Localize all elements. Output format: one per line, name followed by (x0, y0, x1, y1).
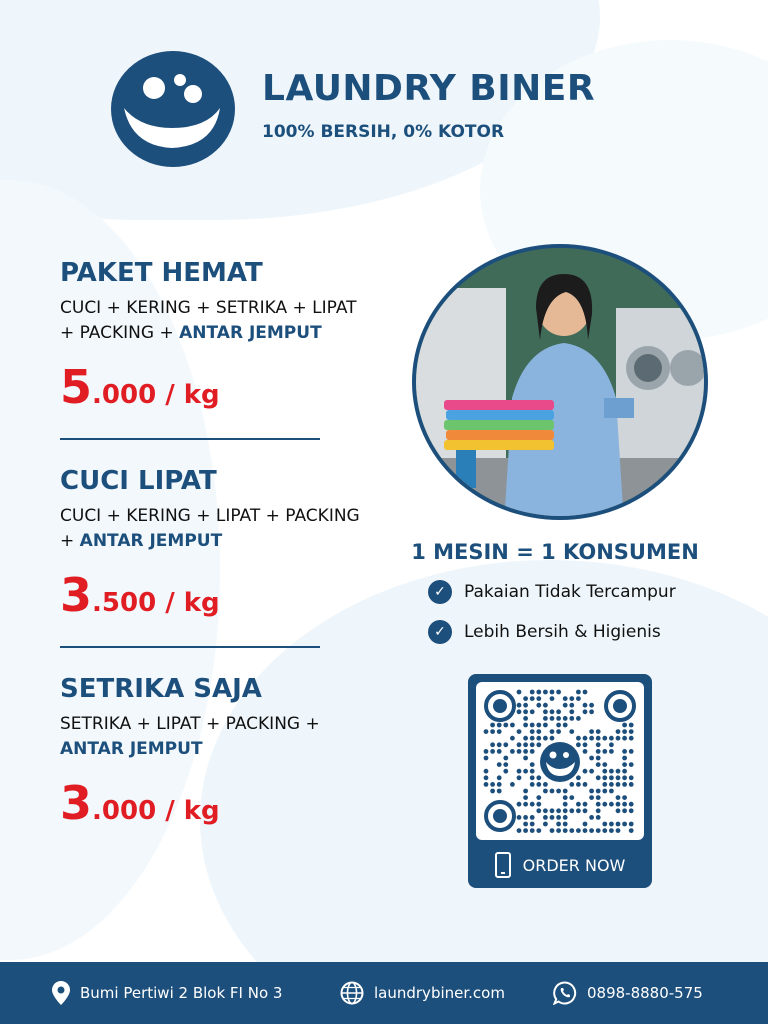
qr-dot (530, 775, 535, 780)
qr-dot (484, 756, 489, 761)
qr-dot (583, 749, 588, 754)
qr-dot (543, 822, 548, 827)
footer (0, 962, 768, 1024)
qr-dot (523, 822, 528, 827)
qr-dot (576, 775, 581, 780)
qr-dot (569, 716, 574, 721)
qr-dot (563, 789, 568, 794)
qr-dot (629, 736, 634, 741)
qr-dot (596, 828, 601, 833)
feature-label: Pakaian Tidak Tercampur (464, 582, 676, 602)
qr-dot (583, 742, 588, 747)
price-minor: .500 / kg (92, 588, 220, 618)
qr-dot (622, 775, 627, 780)
qr-dot (569, 729, 574, 734)
qr-dot (563, 815, 568, 820)
qr-dot (517, 729, 522, 734)
qr-dot (629, 802, 634, 807)
qr-dot (550, 696, 555, 701)
qr-dot (523, 749, 528, 754)
qr-dot (517, 775, 522, 780)
qr-dot (563, 703, 568, 708)
whatsapp-icon (553, 981, 577, 1005)
qr-dot (602, 736, 607, 741)
qr-dot (563, 716, 568, 721)
qr-dot (622, 795, 627, 800)
qr-dot (490, 742, 495, 747)
feature-item (428, 580, 720, 604)
promo-title: 1 MESIN = 1 KONSUMEN (411, 540, 699, 564)
qr-dot (556, 729, 561, 734)
qr-dot (490, 789, 495, 794)
qr-dot (543, 789, 548, 794)
qr-dot (583, 709, 588, 714)
qr-dot (583, 822, 588, 827)
smiley-logo-icon (110, 50, 236, 168)
qr-dot (563, 696, 568, 701)
price-major: 3 (60, 776, 93, 830)
qr-dot (629, 749, 634, 754)
order-now-button[interactable] (468, 842, 652, 888)
package-description-highlight: ANTAR JEMPUT (179, 323, 322, 343)
phone-icon (495, 852, 511, 878)
qr-dot (484, 749, 489, 754)
order-now-label: ORDER NOW (522, 855, 626, 875)
qr-dot (563, 723, 568, 728)
qr-dot (576, 690, 581, 695)
qr-dot (622, 762, 627, 767)
location-pin-icon (52, 981, 70, 1005)
qr-dot (523, 802, 528, 807)
qr-dot (536, 696, 541, 701)
qr-dot (523, 696, 528, 701)
qr-dot (517, 815, 522, 820)
qr-dot (622, 769, 627, 774)
qr-dot (616, 828, 621, 833)
qr-dot (543, 808, 548, 813)
qr-dot (563, 802, 568, 807)
qr-dot (484, 782, 489, 787)
qr-dot (543, 736, 548, 741)
qr-dot (609, 822, 614, 827)
footer-phone[interactable] (553, 981, 703, 1005)
qr-dot (569, 828, 574, 833)
qr-dot (503, 723, 508, 728)
qr-finder-center (613, 699, 627, 713)
package-title: PAKET HEMAT (60, 258, 263, 288)
qr-dot (616, 802, 621, 807)
qr-dot (517, 828, 522, 833)
qr-dot (536, 795, 541, 800)
qr-dot (589, 828, 594, 833)
qr-dot (530, 729, 535, 734)
qr-dot (517, 690, 522, 695)
qr-dot (523, 736, 528, 741)
qr-dot (530, 822, 535, 827)
qr-dot (589, 789, 594, 794)
qr-dot (550, 736, 555, 741)
qr-dot (530, 815, 535, 820)
globe-icon (340, 981, 364, 1005)
qr-dot (622, 736, 627, 741)
package-description-text: SETRIKA + LIPAT + PACKING + (60, 714, 320, 734)
qr-smiley-eye (563, 752, 569, 758)
check-icon: ✓ (428, 620, 452, 644)
qr-dot (550, 729, 555, 734)
qr-dot (629, 808, 634, 813)
qr-dot (616, 769, 621, 774)
qr-dot (589, 729, 594, 734)
qr-dot (536, 690, 541, 695)
package-price (60, 360, 380, 414)
package-paket-hemat (60, 258, 380, 414)
qr-dot (596, 789, 601, 794)
qr-dot (596, 802, 601, 807)
package-setrika-saja (60, 674, 380, 830)
qr-dot (616, 782, 621, 787)
qr-dot (629, 723, 634, 728)
qr-dot (576, 808, 581, 813)
qr-dot (523, 703, 528, 708)
qr-finder-center (493, 699, 507, 713)
qr-dot (589, 769, 594, 774)
qr-dot (536, 723, 541, 728)
qr-dot (569, 808, 574, 813)
qr-dot (517, 703, 522, 708)
qr-dot (596, 749, 601, 754)
price-major: 5 (60, 360, 93, 414)
qr-dot (530, 762, 535, 767)
divider (60, 646, 320, 648)
qr-dot (556, 716, 561, 721)
qr-dot (556, 822, 561, 827)
qr-dot (609, 769, 614, 774)
qr-finder-center (493, 809, 507, 823)
qr-dot (596, 762, 601, 767)
qr-dot (536, 775, 541, 780)
qr-dot (556, 690, 561, 695)
price-minor: .000 / kg (92, 380, 220, 410)
qr-dot (563, 822, 568, 827)
qr-dot (543, 690, 548, 695)
qr-dot (583, 703, 588, 708)
qr-dot (589, 756, 594, 761)
price-major: 3 (60, 568, 93, 622)
qr-dot (583, 782, 588, 787)
qr-dot (596, 742, 601, 747)
qr-dot (589, 815, 594, 820)
qr-dot (596, 736, 601, 741)
qr-dot (497, 775, 502, 780)
qr-dot (484, 775, 489, 780)
qr-dot (543, 815, 548, 820)
qr-dot (530, 828, 535, 833)
qr-dot (576, 696, 581, 701)
qr-dot (576, 828, 581, 833)
qr-dot (503, 742, 508, 747)
website-link[interactable]: laundrybiner.com (374, 984, 505, 1002)
qr-dot (490, 729, 495, 734)
qr-dot (536, 828, 541, 833)
qr-dot (622, 723, 627, 728)
qr-dot (536, 808, 541, 813)
qr-dot (616, 736, 621, 741)
qr-dot (596, 729, 601, 734)
qr-dot (596, 815, 601, 820)
qr-dot (589, 703, 594, 708)
qr-dot (497, 749, 502, 754)
qr-dot (602, 769, 607, 774)
qr-dot (569, 782, 574, 787)
qr-dot (510, 782, 515, 787)
qr-dot (530, 696, 535, 701)
qr-dot (609, 736, 614, 741)
qr-dot (490, 782, 495, 787)
qr-dot (563, 795, 568, 800)
qr-dot (523, 723, 528, 728)
divider (60, 438, 320, 440)
qr-dot (602, 789, 607, 794)
qr-dot (602, 749, 607, 754)
package-title: CUCI LIPAT (60, 466, 217, 496)
qr-dot (609, 742, 614, 747)
package-description (60, 504, 360, 554)
qr-dot (569, 709, 574, 714)
package-description-text: CUCI + KERING + LIPAT + PACKING + (60, 506, 360, 551)
qr-dot (569, 795, 574, 800)
qr-dot (609, 749, 614, 754)
qr-dot (523, 709, 528, 714)
qr-dot (497, 729, 502, 734)
qr-dot (517, 749, 522, 754)
price-minor: .000 / kg (92, 796, 220, 826)
feature-label: Lebih Bersih & Higienis (464, 622, 661, 642)
qr-dot (510, 723, 515, 728)
qr-dot (510, 749, 515, 754)
package-description (60, 296, 360, 346)
qr-dot (596, 775, 601, 780)
qr-dot (629, 782, 634, 787)
staff-photo-illustration (416, 248, 708, 520)
qr-dot (596, 808, 601, 813)
qr-dot (622, 782, 627, 787)
qr-dot (589, 795, 594, 800)
package-list (60, 258, 380, 830)
footer-address (52, 981, 282, 1005)
qr-dot (556, 808, 561, 813)
qr-dot (616, 808, 621, 813)
qr-dot (543, 782, 548, 787)
phone-number[interactable]: 0898-8880-575 (587, 984, 703, 1002)
qr-dot (583, 828, 588, 833)
brand-title: LAUNDRY BINER (262, 68, 596, 109)
qr-dot (497, 723, 502, 728)
qr-dot (530, 749, 535, 754)
qr-dot (550, 815, 555, 820)
qr-dot (602, 802, 607, 807)
qr-dot (596, 756, 601, 761)
header (110, 50, 670, 170)
qr-dot (503, 762, 508, 767)
qr-dot (543, 723, 548, 728)
qr-dot (622, 822, 627, 827)
footer-website[interactable] (340, 981, 505, 1005)
qr-dot (550, 709, 555, 714)
qr-dot (550, 828, 555, 833)
qr-dot (503, 756, 508, 761)
qr-dot (596, 795, 601, 800)
check-icon: ✓ (428, 580, 452, 604)
qr-dot (602, 822, 607, 827)
qr-dot (497, 762, 502, 767)
promo-section (400, 540, 720, 644)
qr-dot (517, 709, 522, 714)
qr-dot (609, 802, 614, 807)
qr-dot (609, 782, 614, 787)
qr-dot (583, 736, 588, 741)
qr-dot (550, 690, 555, 695)
qr-dot (523, 815, 528, 820)
qr-dot (550, 789, 555, 794)
package-price (60, 776, 380, 830)
qr-dot (622, 808, 627, 813)
qr-dot (536, 729, 541, 734)
qr-dot (536, 703, 541, 708)
qr-dot (497, 789, 502, 794)
qr-dot (589, 736, 594, 741)
qr-dot (602, 782, 607, 787)
qr-code[interactable] (476, 682, 644, 840)
qr-dot (523, 742, 528, 747)
qr-dot (530, 736, 535, 741)
qr-dot (530, 723, 535, 728)
package-description (60, 712, 360, 762)
qr-dot (602, 762, 607, 767)
qr-dot (569, 696, 574, 701)
qr-dot (556, 709, 561, 714)
qr-dot (523, 789, 528, 794)
qr-dot (622, 756, 627, 761)
qr-dot (576, 802, 581, 807)
qr-dot (517, 769, 522, 774)
qr-dot (609, 789, 614, 794)
qr-dot (576, 736, 581, 741)
qr-dot (602, 828, 607, 833)
qr-dot (583, 808, 588, 813)
qr-dot (576, 782, 581, 787)
qr-dot (563, 808, 568, 813)
qr-dot (530, 802, 535, 807)
qr-dot (629, 828, 634, 833)
qr-dot (536, 802, 541, 807)
qr-dot (523, 716, 528, 721)
qr-dot (510, 736, 515, 741)
feature-item (428, 620, 720, 644)
qr-dot (622, 802, 627, 807)
package-cuci-lipat (60, 466, 380, 622)
qr-dot (616, 729, 621, 734)
package-description-text: CUCI + KERING + SETRIKA + LIPAT + PACKING + (60, 298, 357, 343)
qr-dot (543, 703, 548, 708)
qr-dot (543, 709, 548, 714)
qr-dot (583, 769, 588, 774)
qr-dot (530, 690, 535, 695)
qr-dot (616, 822, 621, 827)
qr-dot (536, 742, 541, 747)
qr-dot (563, 828, 568, 833)
qr-dot (530, 709, 535, 714)
qr-dot (569, 703, 574, 708)
package-title: SETRIKA SAJA (60, 674, 262, 704)
qr-dot (556, 815, 561, 820)
address-text: Bumi Pertiwi 2 Blok FI No 3 (80, 984, 283, 1002)
qr-dot (490, 723, 495, 728)
qr-dot (589, 709, 594, 714)
qr-dot (523, 756, 528, 761)
staff-photo (412, 244, 708, 520)
qr-dot (602, 775, 607, 780)
qr-dot (550, 716, 555, 721)
qr-dot (629, 775, 634, 780)
qr-dot (523, 795, 528, 800)
qr-dot (517, 802, 522, 807)
qr-dot (609, 828, 614, 833)
qr-dot (503, 769, 508, 774)
qr-dot (484, 769, 489, 774)
qr-dot (497, 782, 502, 787)
qr-dot (517, 742, 522, 747)
qr-dot (609, 775, 614, 780)
qr-dot (583, 690, 588, 695)
qr-smiley-eye (550, 752, 557, 759)
qr-dot (576, 742, 581, 747)
package-price (60, 568, 380, 622)
qr-order-card[interactable] (468, 674, 652, 888)
qr-dot (530, 742, 535, 747)
qr-dot (616, 795, 621, 800)
qr-code-graphic (476, 682, 644, 840)
qr-dot (629, 822, 634, 827)
qr-dot (484, 729, 489, 734)
qr-dot (629, 729, 634, 734)
qr-dot (497, 742, 502, 747)
qr-dot (556, 723, 561, 728)
qr-dot (530, 769, 535, 774)
qr-dot (536, 736, 541, 741)
qr-dot (523, 769, 528, 774)
package-description-highlight: ANTAR JEMPUT (60, 739, 203, 759)
qr-dot (550, 808, 555, 813)
qr-dot (616, 775, 621, 780)
brand-tagline: 100% BERSIH, 0% KOTOR (262, 122, 505, 142)
qr-dot (556, 828, 561, 833)
qr-dot (523, 828, 528, 833)
package-description-highlight: ANTAR JEMPUT (79, 531, 223, 551)
qr-dot (622, 749, 627, 754)
qr-dot (490, 749, 495, 754)
qr-dot (556, 789, 561, 794)
qr-dot (543, 716, 548, 721)
qr-dot (576, 716, 581, 721)
qr-dot (536, 782, 541, 787)
qr-dot (530, 782, 535, 787)
qr-dot (583, 802, 588, 807)
qr-dot (629, 762, 634, 767)
qr-dot (622, 729, 627, 734)
